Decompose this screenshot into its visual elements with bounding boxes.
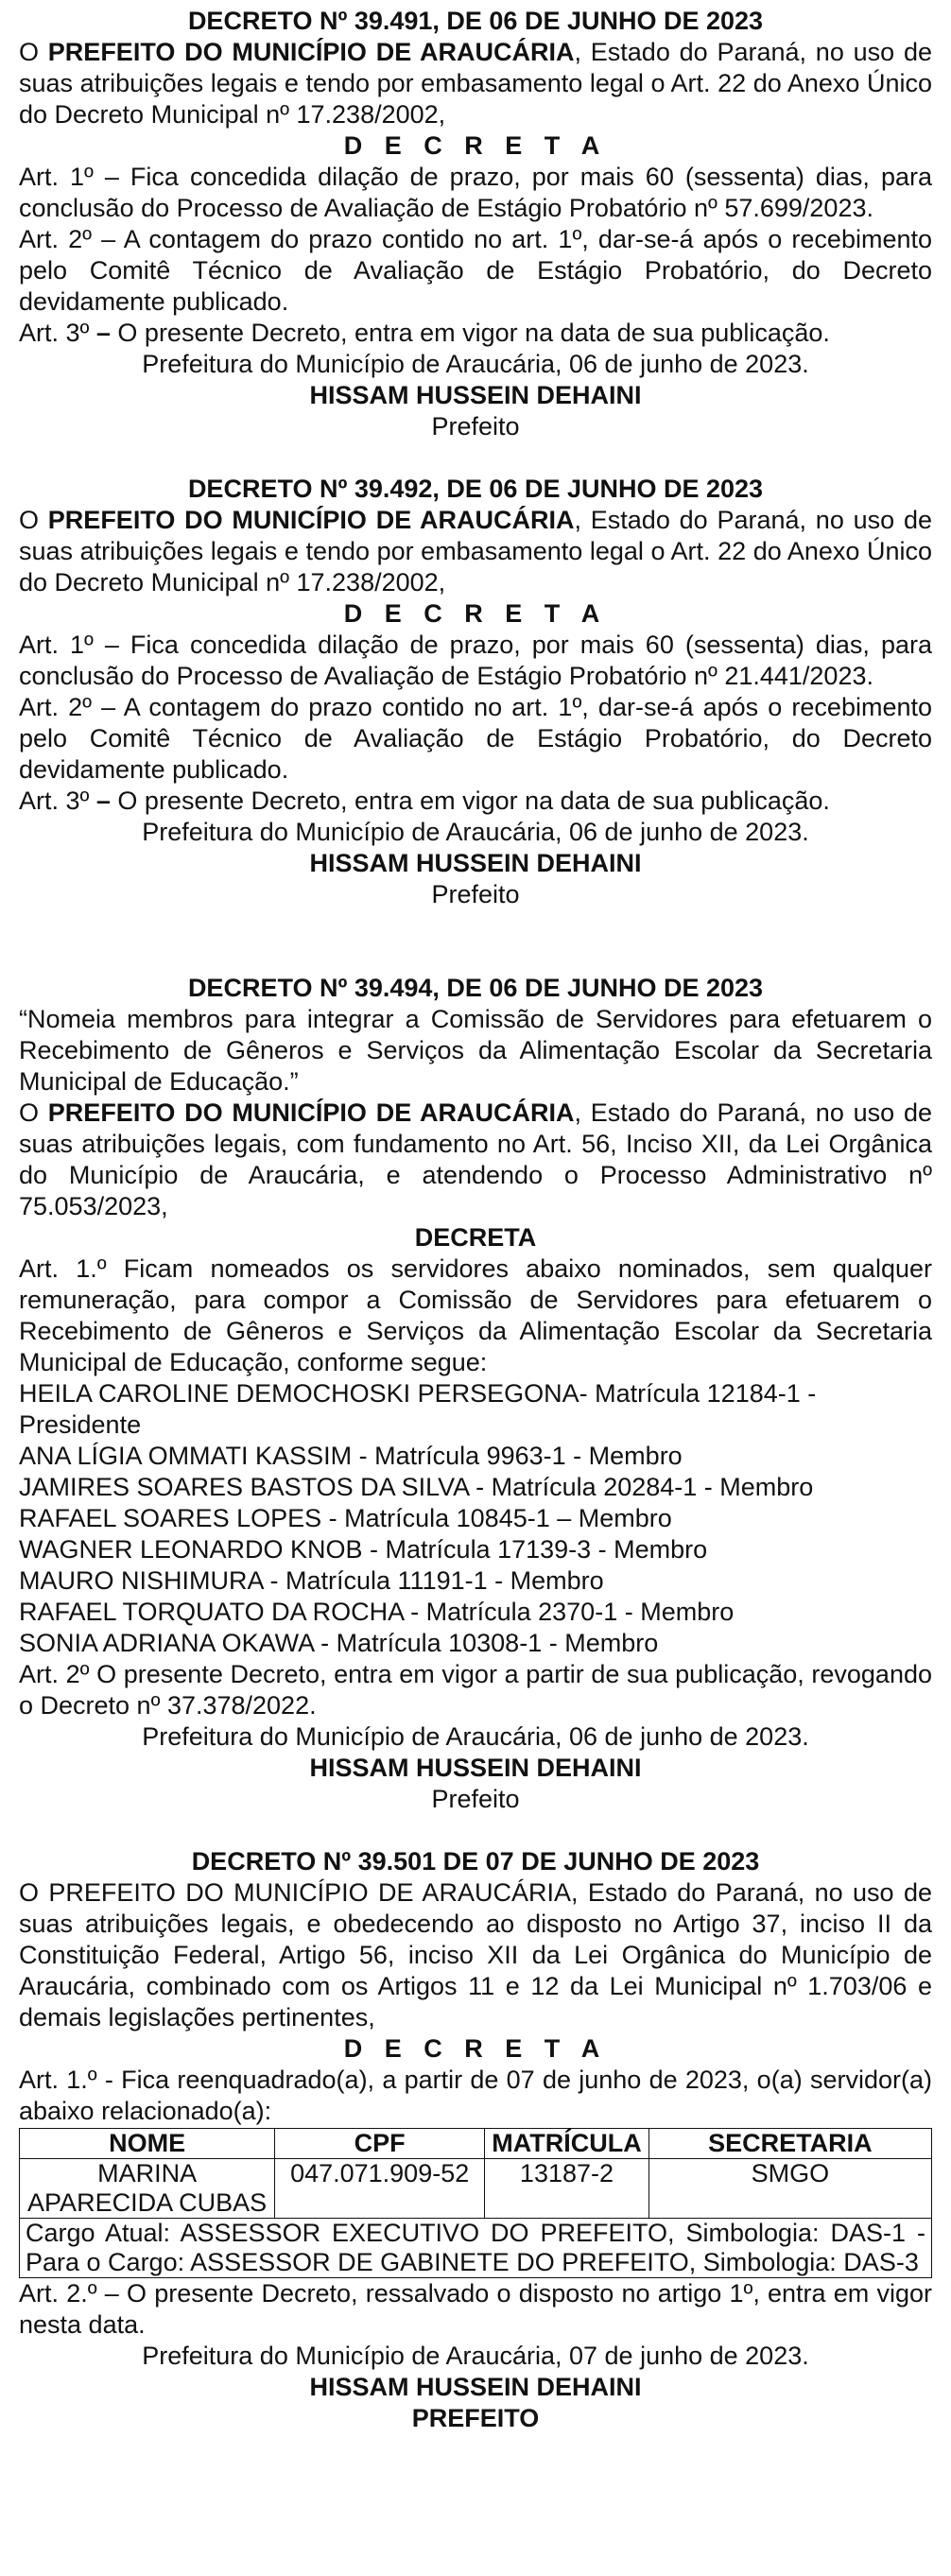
decreta-heading: D E C R E T A	[343, 131, 608, 160]
decree-39491	[19, 6, 932, 442]
member-item: SONIA ADRIANA OKAWA - Matrícula 10308-1 - Membro	[19, 1629, 659, 1657]
article-3-label: Art. 3º	[19, 319, 96, 347]
decree-39501	[19, 1846, 932, 2434]
member-item: ANA LÍGIA OMMATI KASSIM - Matrícula 9963-1 - Membro	[19, 1442, 683, 1470]
decree-preamble	[19, 1098, 932, 1222]
authority-name: PREFEITO DO MUNICÍPIO DE ARAUCÁRIA	[47, 38, 575, 66]
decreta-heading: D E C R E T A	[343, 599, 608, 628]
article-3-text: O presente Decreto, entra em vigor na data de sua publicação.	[110, 319, 830, 347]
place-date: Prefeitura do Município de Araucária, 06 de junho de 2023.	[142, 1722, 809, 1751]
article-2: Art. 2º O presente Decreto, entra em vigor a partir de sua publicação, revogando o Decreto nº 37.378/2022.	[19, 1660, 932, 1720]
table-note-row	[20, 2219, 932, 2278]
decree-preamble: O PREFEITO DO MUNICÍPIO DE ARAUCÁRIA, Estado do Paraná, no uso de suas atribuições legais, e obedecendo ao disposto no Artigo 37, inciso II da Constituição Federal, Artigo 56, inciso XII da Lei Orgânica do Município de Araucária, combinado com os Artigos 11 e 12 da Lei Municipal nº 1.703/06 e demais legislações pertinentes,	[19, 1878, 932, 2031]
place-date: Prefeitura do Município de Araucária, 07 de junho de 2023.	[142, 2342, 809, 2370]
article-3-text: O presente Decreto, entra em vigor na data de sua publicação.	[110, 787, 830, 815]
decreta-heading: DECRETA	[414, 1223, 537, 1252]
member-item: WAGNER LEONARDO KNOB - Matrícula 17139-3 - Membro	[19, 1535, 708, 1564]
signer-role: PREFEITO	[411, 2404, 540, 2432]
preamble-text: , Estado do Paraná, no uso de suas atribuições legais e tendo por embasamento legal o Art. 22 do Anexo Único do Decreto Municipal nº 17.238/2002,	[19, 506, 932, 596]
table-header-row	[20, 2129, 932, 2159]
preamble-text: , Estado do Paraná, no uso de suas atribuições legais, com fundamento no Art. 56, Inciso XII, da Lei Orgânica do Município de Araucária, e atendendo o Processo Administrativo nº 75.053/2023,	[19, 1098, 932, 1220]
column-header-secretaria: SECRETARIA	[648, 2129, 931, 2159]
cell-nome: MARINA APARECIDA CUBAS	[20, 2159, 275, 2219]
column-header-nome: NOME	[20, 2129, 275, 2159]
section-gap	[19, 1815, 932, 1846]
authority-name: PREFEITO DO MUNICÍPIO DE ARAUCÁRIA	[47, 506, 575, 534]
preamble-text: , Estado do Paraná, no uso de suas atribuições legais e tendo por embasamento legal o Art. 22 do Anexo Único do Decreto Municipal nº 17.238/2002,	[19, 38, 932, 129]
cell-matricula: 13187-2	[485, 2159, 649, 2219]
signer-name: HISSAM HUSSEIN DEHAINI	[309, 381, 642, 409]
decree-title: DECRETO Nº 39.501 DE 07 DE JUNHO DE 2023	[191, 1847, 760, 1876]
decree-39492	[19, 474, 932, 910]
signer-role: Prefeito	[431, 880, 520, 908]
member-item: HEILA CAROLINE DEMOCHOSKI PERSEGONA- Matrícula 12184-1 - Presidente	[19, 1379, 817, 1439]
cell-cargo-note: Cargo Atual: ASSESSOR EXECUTIVO DO PREFEITO, Simbologia: DAS-1 - Para o Cargo: ASSESSOR DE GABINETE DO PREFEITO, Simbologia: DAS-3	[20, 2219, 932, 2278]
member-item: RAFAEL TORQUATO DA ROCHA - Matrícula 2370-1 - Membro	[19, 1598, 735, 1626]
place-date: Prefeitura do Município de Araucária, 06 de junho de 2023.	[142, 350, 809, 378]
article-2: Art. 2º – A contagem do prazo contido no art. 1º, dar-se-á após o recebimento pelo Comitê Técnico de Avaliação de Estágio Probatório, do Decreto devidamente publicado.	[19, 693, 932, 784]
article-3	[19, 786, 932, 817]
article-2: Art. 2º – A contagem do prazo contido no art. 1º, dar-se-á após o recebimento pelo Comitê Técnico de Avaliação de Estágio Probatório, do Decreto devidamente publicado.	[19, 225, 932, 316]
member-item: RAFAEL SOARES LOPES - Matrícula 10845-1 – Membro	[19, 1504, 672, 1532]
signer-role: Prefeito	[431, 412, 520, 441]
decree-title: DECRETO Nº 39.492, DE 06 DE JUNHO DE 2023	[187, 475, 764, 503]
place-date: Prefeitura do Município de Araucária, 06 de junho de 2023.	[142, 818, 809, 846]
article-1: Art. 1º – Fica concedida dilação de prazo, por mais 60 (sessenta) dias, para conclusão do Processo de Avaliação de Estágio Probatório nº 57.699/2023.	[19, 163, 932, 222]
article-1: Art. 1.º Ficam nomeados os servidores abaixo nominados, sem qualquer remuneração, para compor a Comissão de Servidores para efetuarem o Recebimento de Gêneros e Serviços da Alimentação Escolar da Secretaria Municipal de Educação, conforme segue:	[19, 1254, 932, 1376]
members-list	[19, 1378, 932, 1659]
article-3-dash: –	[95, 787, 111, 815]
authority-name: PREFEITO DO MUNICÍPIO DE ARAUCÁRIA	[47, 1098, 575, 1127]
article-2: Art. 2.º – O presente Decreto, ressalvado o disposto no artigo 1º, entra em vigor nesta data.	[19, 2279, 932, 2339]
decree-title: DECRETO Nº 39.494, DE 06 DE JUNHO DE 2023	[187, 974, 764, 1002]
article-1: Art. 1º – Fica concedida dilação de prazo, por mais 60 (sessenta) dias, para conclusão do Processo de Avaliação de Estágio Probatório nº 21.441/2023.	[19, 631, 932, 690]
article-3	[19, 318, 932, 349]
decree-ementa: “Nomeia membros para integrar a Comissão de Servidores para efetuarem o Recebimento de Gêneros e Serviços da Alimentação Escolar da Secretaria Municipal de Educação.”	[19, 1005, 932, 1096]
preamble-article: O	[19, 506, 48, 534]
section-gap	[19, 910, 932, 973]
signer-name: HISSAM HUSSEIN DEHAINI	[309, 849, 642, 877]
table-row	[20, 2159, 932, 2219]
member-item: JAMIRES SOARES BASTOS DA SILVA - Matrícula 20284-1 - Membro	[19, 1473, 814, 1501]
decree-preamble	[19, 37, 932, 130]
article-1: Art. 1.º - Fica reenquadrado(a), a partir de 07 de junho de 2023, o(a) servidor(a) abaixo relacionado(a):	[19, 2066, 932, 2125]
decree-title: DECRETO Nº 39.491, DE 06 DE JUNHO DE 2023	[187, 7, 764, 35]
column-header-matricula: MATRÍCULA	[485, 2129, 649, 2159]
preamble-article: O	[19, 38, 48, 66]
staff-table	[19, 2128, 932, 2278]
article-3-label: Art. 3º	[19, 787, 96, 815]
cell-secretaria: SMGO	[648, 2159, 931, 2219]
article-3-dash: –	[95, 319, 111, 347]
column-header-cpf: CPF	[275, 2129, 485, 2159]
section-gap	[19, 442, 932, 474]
member-item: MAURO NISHIMURA - Matrícula 11191-1 - Membro	[19, 1566, 604, 1595]
signer-name: HISSAM HUSSEIN DEHAINI	[309, 1754, 642, 1782]
decreta-heading: D E C R E T A	[343, 2034, 608, 2063]
decree-preamble	[19, 505, 932, 598]
signer-role: Prefeito	[431, 1785, 520, 1813]
preamble-article: O	[19, 1098, 48, 1127]
cell-cpf: 047.071.909-52	[275, 2159, 485, 2219]
decree-39494	[19, 973, 932, 1815]
signer-name: HISSAM HUSSEIN DEHAINI	[309, 2373, 642, 2401]
